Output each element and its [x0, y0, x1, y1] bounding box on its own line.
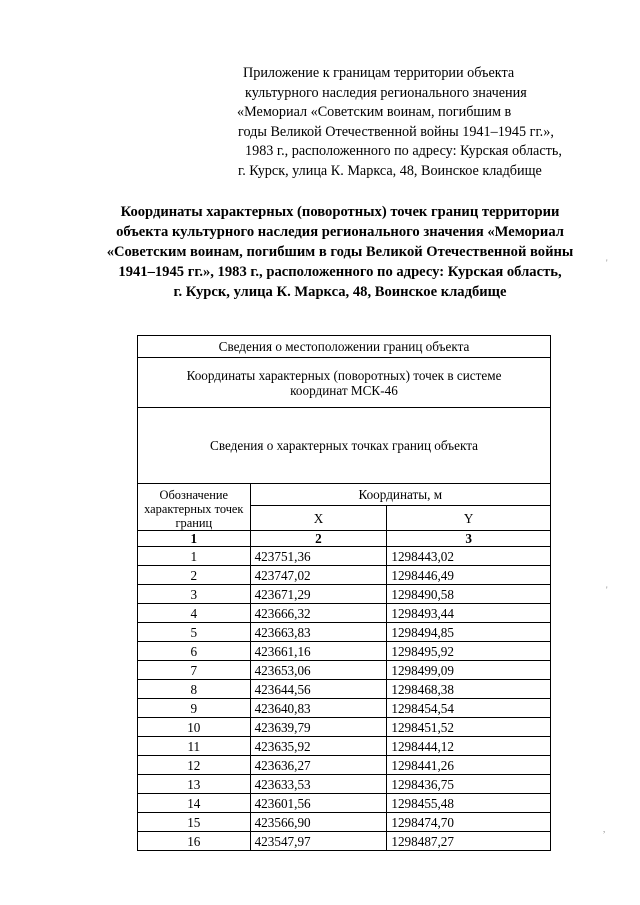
location-header: Сведения о местоположении границ объекта — [138, 336, 551, 358]
x-coordinate: 423639,79 — [250, 718, 387, 737]
coords-header: Координаты, м — [250, 484, 550, 506]
x-coordinate: 423566,90 — [250, 813, 387, 832]
title-line: Координаты характерных (поворотных) точек границ территории — [120, 204, 560, 220]
table-row — [138, 566, 551, 585]
x-coordinate: 423671,29 — [250, 585, 387, 604]
y-coordinate: 1298499,09 — [387, 661, 551, 680]
y-coordinate: 1298490,58 — [387, 585, 551, 604]
x-coordinate: 423644,56 — [250, 680, 387, 699]
points-header: Сведения о характерных точках границ объекта — [138, 408, 551, 484]
x-header: X — [250, 506, 387, 531]
table-row — [138, 547, 551, 566]
x-coordinate: 423640,83 — [250, 699, 387, 718]
appendix-line: годы Великой Отечественной войны 1941–1945 гг.», — [238, 123, 554, 140]
appendix-line: Приложение к границам территории объекта — [243, 65, 515, 81]
x-coordinate: 423751,36 — [250, 547, 387, 566]
col-number: 1 — [138, 531, 251, 547]
appendix-line: г. Курск, улица К. Маркса, 48, Воинское кладбище — [238, 162, 542, 179]
margin-mark: ' — [606, 585, 608, 595]
table-row — [138, 680, 551, 699]
table-row — [138, 661, 551, 680]
x-coordinate: 423601,56 — [250, 794, 387, 813]
y-coordinate: 1298493,44 — [387, 604, 551, 623]
point-number: 4 — [138, 604, 251, 623]
title-line: «Советским воинам, погибшим в годы Великой Отечественной войны — [106, 244, 574, 260]
table-row — [138, 832, 551, 851]
table-row — [138, 756, 551, 775]
y-coordinate: 1298443,02 — [387, 547, 551, 566]
table-row — [138, 794, 551, 813]
col-number: 2 — [250, 531, 387, 547]
table-row — [138, 699, 551, 718]
point-label-header — [138, 484, 251, 531]
table-row — [138, 623, 551, 642]
y-coordinate: 1298436,75 — [387, 775, 551, 794]
x-coordinate: 423633,53 — [250, 775, 387, 794]
x-coordinate: 423661,16 — [250, 642, 387, 661]
x-coordinate: 423666,32 — [250, 604, 387, 623]
y-coordinate: 1298494,85 — [387, 623, 551, 642]
point-number: 11 — [138, 737, 251, 756]
x-coordinate: 423635,92 — [250, 737, 387, 756]
point-number: 9 — [138, 699, 251, 718]
x-coordinate: 423653,06 — [250, 661, 387, 680]
y-header: Y — [387, 506, 551, 531]
title-line: 1941–1945 гг.», 1983 г., расположенного по адресу: Курская область, — [118, 264, 562, 280]
y-coordinate: 1298455,48 — [387, 794, 551, 813]
table-row — [138, 642, 551, 661]
table-row — [138, 813, 551, 832]
x-coordinate: 423663,83 — [250, 623, 387, 642]
y-coordinate: 1298474,70 — [387, 813, 551, 832]
point-number: 7 — [138, 661, 251, 680]
table-row — [138, 737, 551, 756]
y-coordinate: 1298495,92 — [387, 642, 551, 661]
table-row — [138, 718, 551, 737]
point-number: 14 — [138, 794, 251, 813]
table-row — [138, 585, 551, 604]
y-coordinate: 1298454,54 — [387, 699, 551, 718]
document-title — [60, 202, 620, 302]
x-coordinate: 423636,27 — [250, 756, 387, 775]
y-coordinate: 1298468,38 — [387, 680, 551, 699]
point-number: 12 — [138, 756, 251, 775]
y-coordinate: 1298441,26 — [387, 756, 551, 775]
point-number: 13 — [138, 775, 251, 794]
system-header — [138, 358, 551, 408]
title-line: объекта культурного наследия регионального значения «Мемориал — [116, 224, 564, 240]
title-line: г. Курск, улица К. Маркса, 48, Воинское кладбище — [173, 284, 507, 300]
col-number: 3 — [387, 531, 551, 547]
point-number: 1 — [138, 547, 251, 566]
margin-mark: , — [603, 824, 606, 834]
point-label-text: Обозначение характерных точек границ — [144, 487, 244, 530]
point-number: 6 — [138, 642, 251, 661]
appendix-line: культурного наследия регионального значения — [245, 84, 527, 101]
y-coordinate: 1298444,12 — [387, 737, 551, 756]
point-number: 3 — [138, 585, 251, 604]
table-row — [138, 604, 551, 623]
point-number: 8 — [138, 680, 251, 699]
y-coordinate: 1298487,27 — [387, 832, 551, 851]
point-number: 5 — [138, 623, 251, 642]
appendix-line: «Мемориал «Советским воинам, погибшим в — [237, 104, 512, 121]
margin-mark: ' — [606, 258, 608, 268]
point-number: 15 — [138, 813, 251, 832]
coordinates-table — [137, 335, 551, 851]
y-coordinate: 1298451,52 — [387, 718, 551, 737]
point-number: 16 — [138, 832, 251, 851]
point-number: 10 — [138, 718, 251, 737]
x-coordinate: 423547,97 — [250, 832, 387, 851]
x-coordinate: 423747,02 — [250, 566, 387, 585]
system-header-text: Координаты характерных (поворотных) точек в системе координат МСК-46 — [186, 367, 502, 398]
table-row — [138, 775, 551, 794]
appendix-note — [237, 64, 607, 182]
appendix-line: 1983 г., расположенного по адресу: Курская область, — [245, 143, 562, 160]
y-coordinate: 1298446,49 — [387, 566, 551, 585]
point-number: 2 — [138, 566, 251, 585]
